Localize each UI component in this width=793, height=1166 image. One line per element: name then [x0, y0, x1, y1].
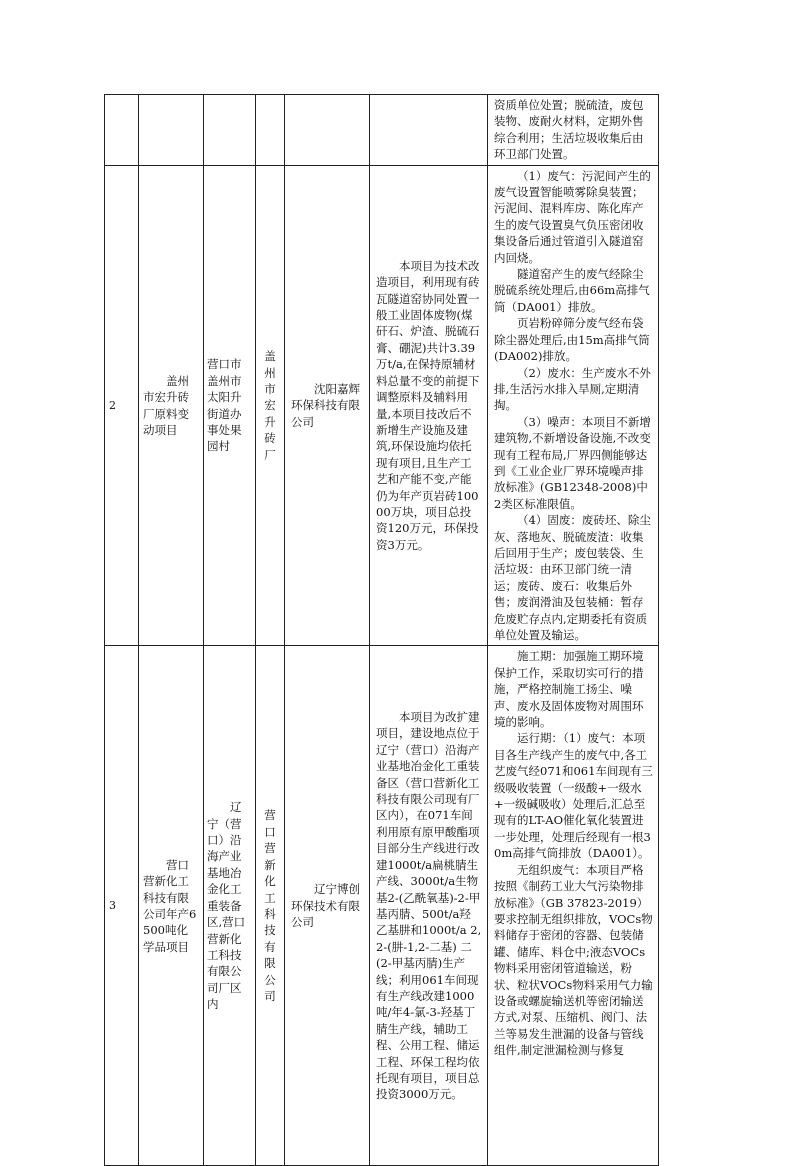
env-paragraph: （1）废气：污泥间产生的废气设置智能喷雾除臭装置；污泥间、混料库房、陈化库产生的废气设置臭气负压密闭收集设备后通过管道引入隧道窑内回烧。	[494, 168, 651, 265]
env-measures-cell	[488, 165, 659, 646]
table-row	[105, 646, 659, 1166]
eval-org: 沈阳嘉辉环保科技有限公司	[291, 381, 360, 429]
eval-org-cell	[285, 165, 370, 646]
project-name-cell	[139, 95, 204, 166]
row-number-cell	[105, 165, 139, 646]
eval-org: 辽宁博创环保技术有限公司	[291, 882, 360, 930]
env-paragraph: 运行期：（1）废气：本项目各生产线产生的废气中,各工艺废气经071和061车间现有三级吸收装置（一级酸+一级水+一级碱吸收）处理后,汇总至现有的LT-AO催化氧化装置进一步处理，处理后经现有一根30m高排气筒排放（DA001）。	[494, 731, 653, 861]
eval-org-cell	[285, 95, 370, 166]
row-number-cell	[105, 95, 139, 166]
location: 营口市盖州市太阳升街道办事处果园村	[207, 357, 242, 454]
env-paragraph: 无组织废气：本项目严格按照《制药工业大气污染物排放标准》（GB 37823-2019）要求控制无组织排放，VOCs物料储存于密闭的容器、包装储罐、储库、料仓中;液态VOCs物料采用密闭管道输送，粉状、粒状VOCs物料采用气力输设备或螺旋输送机等密闭输送方式,对泵、压缩机、阀门、法兰等易发生泄漏的设备与管线组件,制定泄漏检测与修复	[494, 862, 653, 1058]
env-paragraph: 施工期：加强施工期环境保护工作，采取切实可行的措施，严格控制施工扬尘、噪声、废水及固体废物对周围环境的影响。	[494, 649, 644, 730]
env-paragraph: 隧道窑产生的废气经除尘脱硫系统处理后,由66m高排气筒（DA001）排放。	[494, 267, 650, 314]
env-measures-cell	[488, 646, 659, 1166]
row-number-cell	[105, 646, 139, 1166]
table-row	[105, 165, 659, 646]
location-cell	[204, 95, 256, 166]
project-name-cell	[139, 646, 204, 1166]
construction-unit: 营口营新化工科技有限公司	[264, 808, 276, 1003]
construction-unit-cell	[256, 165, 285, 646]
row-number: 2	[109, 399, 116, 413]
content-cell	[370, 165, 488, 646]
env-paragraph: 资质单位处置；脱硫渣，废包装物、废耐火材料，定期外售综合利用；生活垃圾收集后由环卫部门处置。	[494, 98, 644, 162]
env-paragraph: （3）噪声：本项目不新增建筑物,不新增设备设施,不改变现有工程布局,厂界四侧能够达到《工业企业厂界环境噪声排放标准》(GB12348-2008)中2类区标准限值。	[494, 414, 651, 511]
location-cell	[204, 646, 256, 1166]
project-content: 本项目为技术改造项目，利用现有砖瓦隧道窑协同处置一般工业固体废物(煤矸石、炉渣、脱硫石膏、硼泥)共计3.39万t/a,在保持原辅材料总量不变的前提下调整原料及辅料用量,本项目技改后不新增生产设施及建筑,环保设施均依托现有项目,且生产工艺和产能不变,产能仍为年产页岩砖10000万块，项目总投资120万元，环保投资3万元。	[376, 258, 480, 552]
content-cell	[370, 646, 488, 1166]
project-content: 本项目为改扩建项目，建设地点位于辽宁（营口）沿海产业基地冶金化工重装备区（营口营新化工科技有限公司现有厂区内），在071车间利用原有原甲酸酯项目部分生产线进行改建1000t/a扁桃腈生产线、3000t/a生物基2-(乙酰氧基)-2-甲基丙腈、500t/a羟乙基肼和1000t/a 2,2-(肼-1,2-二基) 二(2-甲基丙腈)生产线；利用061车间现有生产线改建1000吨/年4-氯-3-羟基丁腈生产线，辅助工程、公用工程、储运工程、环保工程均依托现有项目，项目总投资3000万元。	[376, 710, 482, 1102]
location-cell	[204, 165, 256, 646]
project-name-cell	[139, 165, 204, 646]
location: 辽宁（营口）沿海产业基地冶金化工重装备区,营口营新化工科技有限公司厂区内	[207, 800, 246, 1012]
project-name: 营口营新化工科技有限公司年产6500吨化学品项目	[143, 857, 197, 954]
project-name: 盖州市宏升砖厂原料变动项目	[143, 373, 189, 437]
construction-unit-cell	[256, 646, 285, 1166]
construction-unit-cell	[256, 95, 285, 166]
env-measures-cell	[488, 95, 659, 166]
construction-unit: 盖州市宏升砖厂	[264, 349, 276, 462]
table-row	[105, 95, 659, 166]
env-paragraph: （4）固废：废砖坯、除尘灰、落地灰、脱硫废渣：收集后回用于生产；废包装袋、生活垃圾：由环卫部门统一清运；废砖、废石：收集后外售；废润滑油及包装桶：暂存危废贮存点内,定期委托有资质单位处置及输运。	[494, 513, 651, 642]
project-table	[104, 94, 659, 1166]
env-paragraph: 页岩粉碎筛分废气经布袋除尘器处理后,由15m高排气筒(DA002)排放。	[494, 316, 650, 364]
content-cell	[370, 95, 488, 166]
row-number: 3	[109, 899, 116, 913]
env-paragraph: （2）废水：生产废水不外排,生活污水排入旱厕,定期清掏。	[494, 365, 651, 413]
eval-org-cell	[285, 646, 370, 1166]
